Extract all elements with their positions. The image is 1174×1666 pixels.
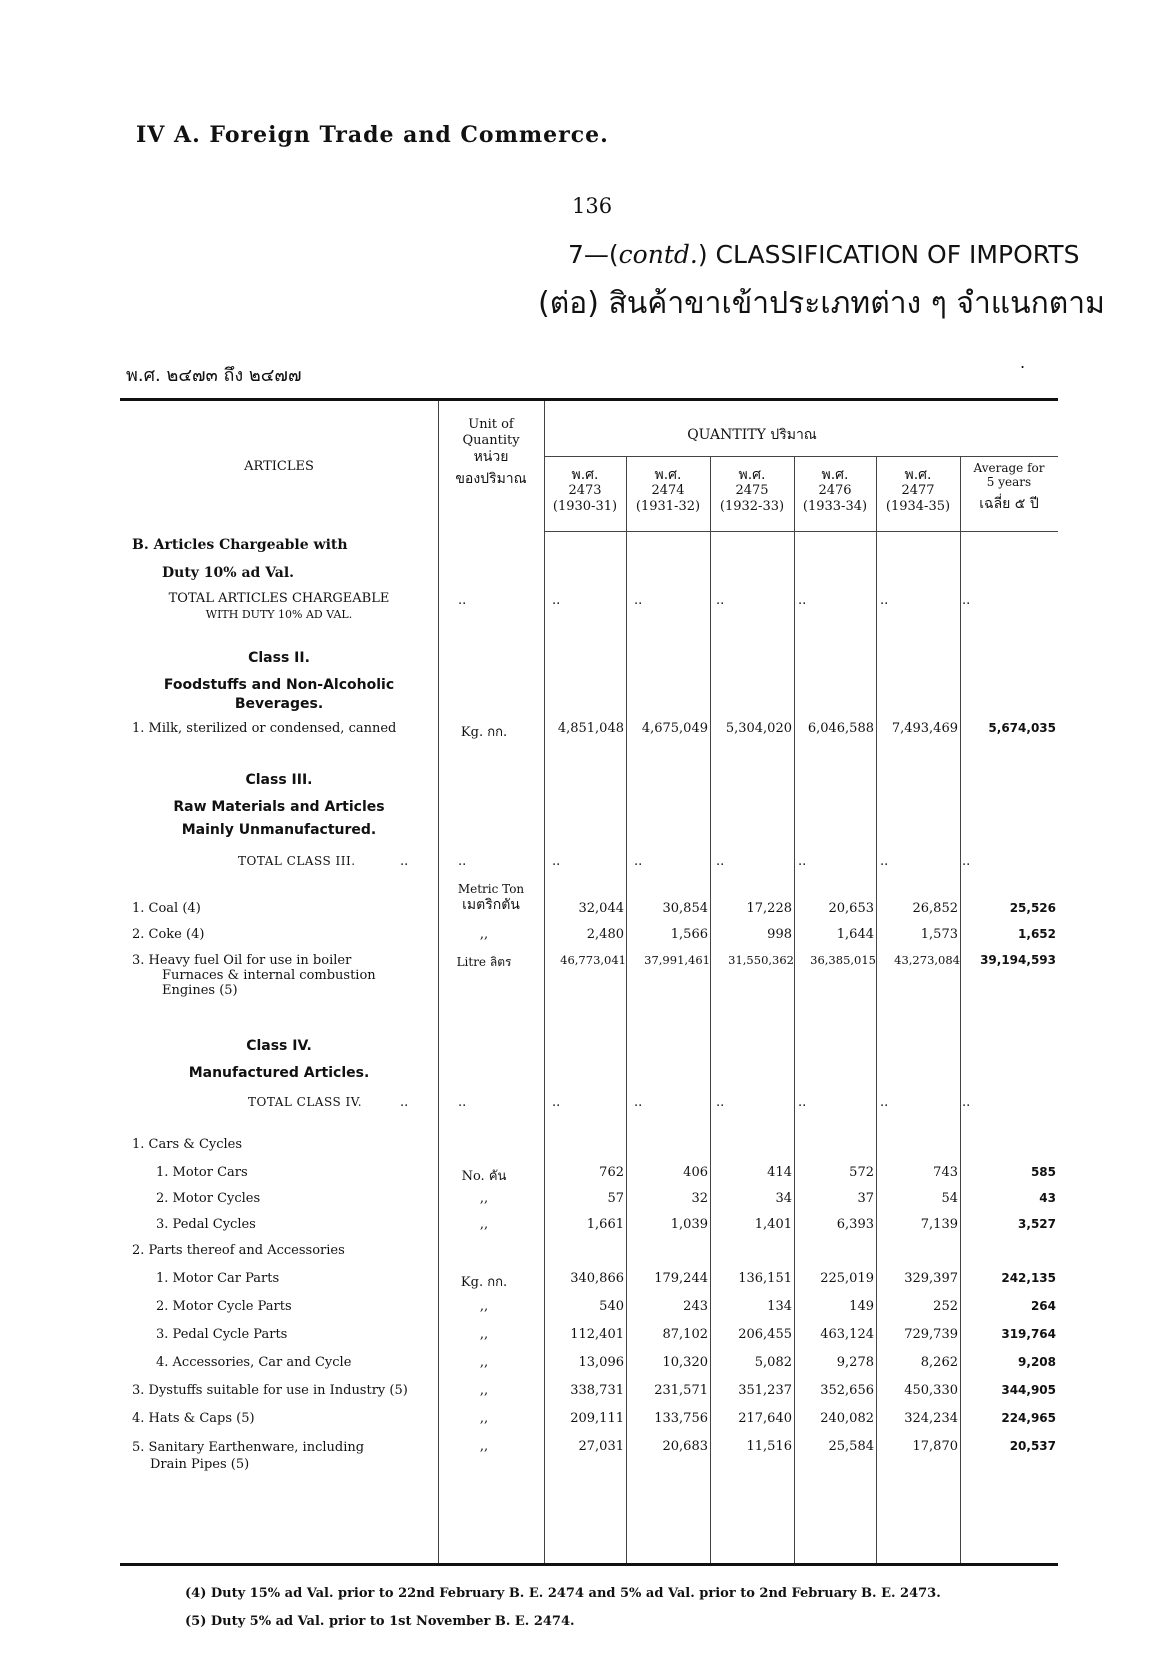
row-label: 3. Dystuffs suitable for use in Industry (5) — [132, 1383, 408, 1398]
value-2477: 324,234 — [904, 1411, 958, 1426]
title-english — [568, 240, 1079, 269]
value-2477: 8,262 — [920, 1355, 958, 1370]
footnote-4: (4) Duty 15% ad Val. prior to 22nd February B. E. 2474 and 5% ad Val. prior to 2nd February B. E. 2473. — [185, 1586, 941, 1601]
row-unit: Litre ลิตร — [456, 955, 512, 969]
title-contd: contd. — [618, 240, 698, 269]
value-2476: 225,019 — [820, 1271, 874, 1286]
section-b-title-1: B. Articles Chargeable with — [132, 537, 348, 553]
row-label-line-1: 3. Heavy fuel Oil for use in boiler — [132, 953, 352, 968]
year-ce: (1932-33) — [719, 499, 785, 514]
value-2474: 231,571 — [654, 1383, 708, 1398]
value-2475: 998 — [767, 927, 792, 942]
title-number: 7—( — [568, 240, 619, 269]
year-header-2475 — [710, 467, 794, 515]
stray-dot: . — [1020, 353, 1026, 372]
table-row — [120, 721, 1058, 745]
class-iv-total-row — [120, 1095, 1058, 1119]
class-iii-subtitle-1: Raw Materials and Articles — [173, 799, 385, 815]
table-row — [120, 1327, 1058, 1351]
group-heading-row — [120, 1137, 1058, 1161]
value-2473: 27,031 — [578, 1439, 624, 1454]
value-2474: 10,320 — [662, 1355, 708, 1370]
value-average: 3,527 — [1018, 1217, 1056, 1231]
value-2474: 30,854 — [662, 901, 708, 916]
value-2475: 134 — [767, 1299, 792, 1314]
placeholder-dots: .. — [400, 854, 409, 869]
value-2473: 32,044 — [578, 901, 624, 916]
value-2477: 252 — [933, 1299, 958, 1314]
value-2476: 352,656 — [820, 1383, 874, 1398]
year-th: พ.ศ. — [654, 467, 682, 483]
value-2477: 17,870 — [912, 1439, 958, 1454]
year-ce: (1930-31) — [552, 499, 618, 514]
class-ii-subtitle-2: Beverages. — [234, 696, 324, 712]
row-unit: ,, — [479, 1383, 489, 1398]
year-th: พ.ศ. — [571, 467, 599, 483]
value-2475: 31,550,362 — [728, 953, 794, 967]
placeholder-dots: .. — [716, 1095, 725, 1110]
value-2477: 729,739 — [904, 1327, 958, 1342]
placeholder-dots: .. — [798, 854, 807, 869]
year-be: 2477 — [901, 483, 935, 498]
year-header-2476 — [794, 467, 876, 515]
value-2476: 20,653 — [828, 901, 874, 916]
row-label: 2. Coke (4) — [132, 927, 205, 942]
value-2476: 6,393 — [836, 1217, 874, 1232]
value-2473: 2,480 — [586, 927, 624, 942]
placeholder-dots: .. — [962, 593, 971, 608]
value-2477: 54 — [941, 1191, 958, 1206]
value-2475: 5,304,020 — [725, 721, 792, 736]
value-2473: 4,851,048 — [557, 721, 624, 736]
value-2473: 112,401 — [570, 1327, 624, 1342]
row-unit: ,, — [479, 1299, 489, 1314]
unit-header-en-1: Unit of — [468, 417, 514, 432]
row-unit: ,, — [479, 1327, 489, 1342]
value-2475: 34 — [775, 1191, 792, 1206]
value-2477: 43,273,084 — [894, 953, 960, 967]
row-label: 3. Pedal Cycles — [156, 1217, 256, 1232]
value-2476: 149 — [849, 1299, 874, 1314]
class-iv-subtitle-1: Manufactured Articles. — [188, 1065, 370, 1081]
value-2474: 406 — [683, 1165, 708, 1180]
row-unit: Kg. กก. — [460, 1275, 508, 1290]
row-label-line-2: Drain Pipes (5) — [150, 1457, 250, 1472]
placeholder-dots: .. — [880, 593, 889, 608]
imports-table — [120, 398, 1058, 1566]
value-2476: 9,278 — [836, 1355, 874, 1370]
row-label: 1. Coal (4) — [132, 901, 201, 916]
year-header-2477 — [876, 467, 960, 515]
table-row — [120, 1217, 1058, 1241]
unit-header-en-2: Quantity — [462, 433, 520, 448]
title-main: ) CLASSIFICATION OF IMPORTS — [697, 240, 1080, 269]
row-unit: ,, — [479, 1355, 489, 1370]
value-2476: 36,385,015 — [810, 953, 876, 967]
row-label: 2. Motor Cycle Parts — [156, 1299, 292, 1314]
table-row — [120, 1355, 1058, 1379]
placeholder-dots: .. — [458, 854, 467, 869]
page-number: 136 — [572, 194, 613, 218]
unit-header-th-2: ของปริมาณ — [455, 471, 527, 487]
placeholder-dots: .. — [400, 1095, 409, 1110]
value-average: 9,208 — [1018, 1355, 1056, 1369]
class-iii-total-label: TOTAL CLASS III. — [238, 854, 356, 868]
value-2474: 133,756 — [654, 1411, 708, 1426]
value-2476: 240,082 — [820, 1411, 874, 1426]
value-2473: 46,773,041 — [560, 953, 626, 967]
class-iv-total-label: TOTAL CLASS IV. — [248, 1095, 363, 1109]
value-2474: 1,039 — [670, 1217, 708, 1232]
placeholder-dots: .. — [716, 593, 725, 608]
quantity-header: QUANTITY ปริมาณ — [687, 427, 817, 443]
header-rule — [544, 456, 1058, 457]
average-header — [960, 461, 1058, 511]
class-iv-heading — [120, 1037, 438, 1083]
value-2477: 7,493,469 — [891, 721, 958, 736]
placeholder-dots: .. — [552, 854, 561, 869]
row-unit: Kg. กก. — [460, 725, 508, 740]
placeholder-dots: .. — [798, 1095, 807, 1110]
section-title: IV A. Foreign Trade and Commerce. — [136, 122, 609, 148]
period-thai: พ.ศ. ๒๔๗๓ ถึง ๒๔๗๗ — [126, 365, 302, 386]
value-average: 43 — [1039, 1191, 1056, 1205]
value-2477: 1,573 — [920, 927, 958, 942]
value-2474: 4,675,049 — [641, 721, 708, 736]
value-2476: 463,124 — [820, 1327, 874, 1342]
value-2474: 87,102 — [662, 1327, 708, 1342]
row-label: 2. Motor Cycles — [156, 1191, 261, 1206]
value-2473: 340,866 — [570, 1271, 624, 1286]
year-th: พ.ศ. — [738, 467, 766, 483]
value-2473: 1,661 — [586, 1217, 624, 1232]
placeholder-dots: .. — [552, 1095, 561, 1110]
value-2475: 17,228 — [746, 901, 792, 916]
value-2477: 450,330 — [904, 1383, 958, 1398]
value-2474: 243 — [683, 1299, 708, 1314]
placeholder-dots: .. — [798, 593, 807, 608]
table-row — [120, 1411, 1058, 1435]
average-header-en-2: 5 years — [986, 475, 1032, 489]
value-2476: 25,584 — [828, 1439, 874, 1454]
value-2474: 20,683 — [662, 1439, 708, 1454]
value-2476: 1,644 — [836, 927, 874, 942]
placeholder-dots: .. — [634, 1095, 643, 1110]
value-2476: 6,046,588 — [807, 721, 874, 736]
row-label: 4. Hats & Caps (5) — [132, 1411, 255, 1426]
value-average: 264 — [1030, 1299, 1056, 1313]
row-label — [132, 1439, 364, 1473]
row-label-line-2: Furnaces & internal combustion — [162, 968, 376, 983]
table-row — [120, 1299, 1058, 1323]
group-parts-accessories: 2. Parts thereof and Accessories — [132, 1243, 345, 1258]
class-iv-title: Class IV. — [246, 1038, 312, 1054]
class-iii-subtitle-2: Mainly Unmanufactured. — [181, 822, 377, 838]
value-average: 224,965 — [1001, 1411, 1056, 1425]
value-2473: 540 — [599, 1299, 624, 1314]
value-2475: 206,455 — [738, 1327, 792, 1342]
unit-header — [438, 417, 544, 487]
value-2474: 1,566 — [670, 927, 708, 942]
average-header-th: เฉลี่ย ๕ ปี — [979, 496, 1039, 512]
value-2475: 11,516 — [746, 1439, 792, 1454]
row-label-line-3: Engines (5) — [162, 983, 238, 998]
value-2475: 414 — [767, 1165, 792, 1180]
row-unit: ,, — [479, 1217, 489, 1232]
average-header-en-1: Average for — [973, 461, 1045, 475]
placeholder-dots: .. — [458, 1095, 467, 1110]
title-thai: (ต่อ) สินค้าขาเข้าประเภทต่าง ๆ จำแนกตาม — [538, 286, 1105, 321]
placeholder-dots: .. — [880, 1095, 889, 1110]
class-ii-heading — [120, 649, 438, 714]
table-row — [120, 901, 1058, 925]
row-label: 1. Milk, sterilized or condensed, canned — [132, 721, 397, 736]
section-b-title — [132, 531, 348, 587]
row-label: 3. Pedal Cycle Parts — [156, 1327, 288, 1342]
section-b-title-2: Duty 10% ad Val. — [162, 565, 295, 581]
value-average: 39,194,593 — [980, 953, 1056, 967]
class-ii-title: Class II. — [248, 650, 310, 666]
row-label: 4. Accessories, Car and Cycle — [156, 1355, 352, 1370]
section-b-total-2: WITH DUTY 10% AD VAL. — [205, 608, 353, 621]
row-label: 1. Motor Car Parts — [156, 1271, 280, 1286]
year-ce: (1934-35) — [885, 499, 951, 514]
group-cars-cycles: 1. Cars & Cycles — [132, 1137, 243, 1152]
value-2477: 26,852 — [912, 901, 958, 916]
class-iii-heading — [120, 771, 438, 840]
row-label-line-1: 5. Sanitary Earthenware, including — [132, 1440, 365, 1455]
value-2473: 57 — [607, 1191, 624, 1206]
value-average: 319,764 — [1001, 1327, 1056, 1341]
placeholder-dots: .. — [634, 854, 643, 869]
value-average: 20,537 — [1009, 1439, 1056, 1453]
value-2476: 572 — [849, 1165, 874, 1180]
value-2474: 179,244 — [654, 1271, 708, 1286]
value-2473: 338,731 — [570, 1383, 624, 1398]
year-th: พ.ศ. — [904, 467, 932, 483]
value-average: 25,526 — [1009, 901, 1056, 915]
header-rule — [544, 531, 1058, 532]
value-2475: 136,151 — [738, 1271, 792, 1286]
table-row — [120, 1271, 1058, 1295]
articles-header: ARTICLES — [244, 459, 314, 474]
class-iii-title: Class III. — [245, 772, 313, 788]
unit-metric-en: Metric Ton — [457, 882, 525, 896]
placeholder-dots: .. — [634, 593, 643, 608]
value-2476: 37 — [857, 1191, 874, 1206]
placeholder-dots: .. — [458, 593, 467, 608]
year-ce: (1933-34) — [802, 499, 868, 514]
year-be: 2475 — [735, 483, 769, 498]
table-row — [120, 1165, 1058, 1189]
row-unit: ,, — [479, 1411, 489, 1426]
value-average: 1,652 — [1018, 927, 1056, 941]
year-ce: (1931-32) — [635, 499, 701, 514]
placeholder-dots: .. — [962, 854, 971, 869]
row-label — [132, 953, 376, 998]
year-be: 2476 — [818, 483, 852, 498]
placeholder-dots: .. — [880, 854, 889, 869]
table-row — [120, 927, 1058, 951]
section-b-total-1: TOTAL ARTICLES CHARGEABLE — [168, 591, 390, 606]
row-unit: ,, — [479, 927, 489, 942]
table-row — [120, 1383, 1058, 1407]
group-heading-row — [120, 1243, 1058, 1267]
section-b-total-row — [120, 593, 1058, 617]
year-be: 2474 — [651, 483, 685, 498]
value-average: 585 — [1030, 1165, 1056, 1179]
placeholder-dots: .. — [962, 1095, 971, 1110]
value-2477: 329,397 — [904, 1271, 958, 1286]
value-2473: 762 — [599, 1165, 624, 1180]
placeholder-dots: .. — [716, 854, 725, 869]
table-row — [120, 953, 1058, 1007]
year-header-2473 — [544, 467, 626, 515]
value-average: 5,674,035 — [988, 721, 1056, 735]
footnote-5: (5) Duty 5% ad Val. prior to 1st November B. E. 2474. — [185, 1614, 575, 1629]
class-iii-total-row — [120, 854, 1058, 878]
row-unit: No. คัน — [461, 1169, 507, 1184]
value-average: 242,135 — [1001, 1271, 1056, 1285]
year-be: 2473 — [568, 483, 602, 498]
value-2477: 7,139 — [920, 1217, 958, 1232]
value-2473: 13,096 — [578, 1355, 624, 1370]
class-ii-subtitle-1: Foodstuffs and Non-Alcoholic — [163, 677, 395, 693]
row-unit: ,, — [479, 1439, 489, 1454]
value-2475: 217,640 — [738, 1411, 792, 1426]
unit-metric-th: เมตริกตัน — [462, 897, 520, 913]
value-2475: 5,082 — [754, 1355, 792, 1370]
value-2475: 1,401 — [754, 1217, 792, 1232]
value-2474: 32 — [691, 1191, 708, 1206]
placeholder-dots: .. — [552, 593, 561, 608]
value-2475: 351,237 — [738, 1383, 792, 1398]
value-2477: 743 — [933, 1165, 958, 1180]
year-th: พ.ศ. — [821, 467, 849, 483]
year-header-2474 — [626, 467, 710, 515]
value-2474: 37,991,461 — [644, 953, 710, 967]
value-average: 344,905 — [1001, 1383, 1056, 1397]
row-unit: ,, — [479, 1191, 489, 1206]
table-row — [120, 1191, 1058, 1215]
unit-header-th-1: หน่วย — [473, 449, 509, 465]
table-row — [120, 1439, 1058, 1479]
row-label: 1. Motor Cars — [156, 1165, 248, 1180]
value-2473: 209,111 — [570, 1411, 624, 1426]
